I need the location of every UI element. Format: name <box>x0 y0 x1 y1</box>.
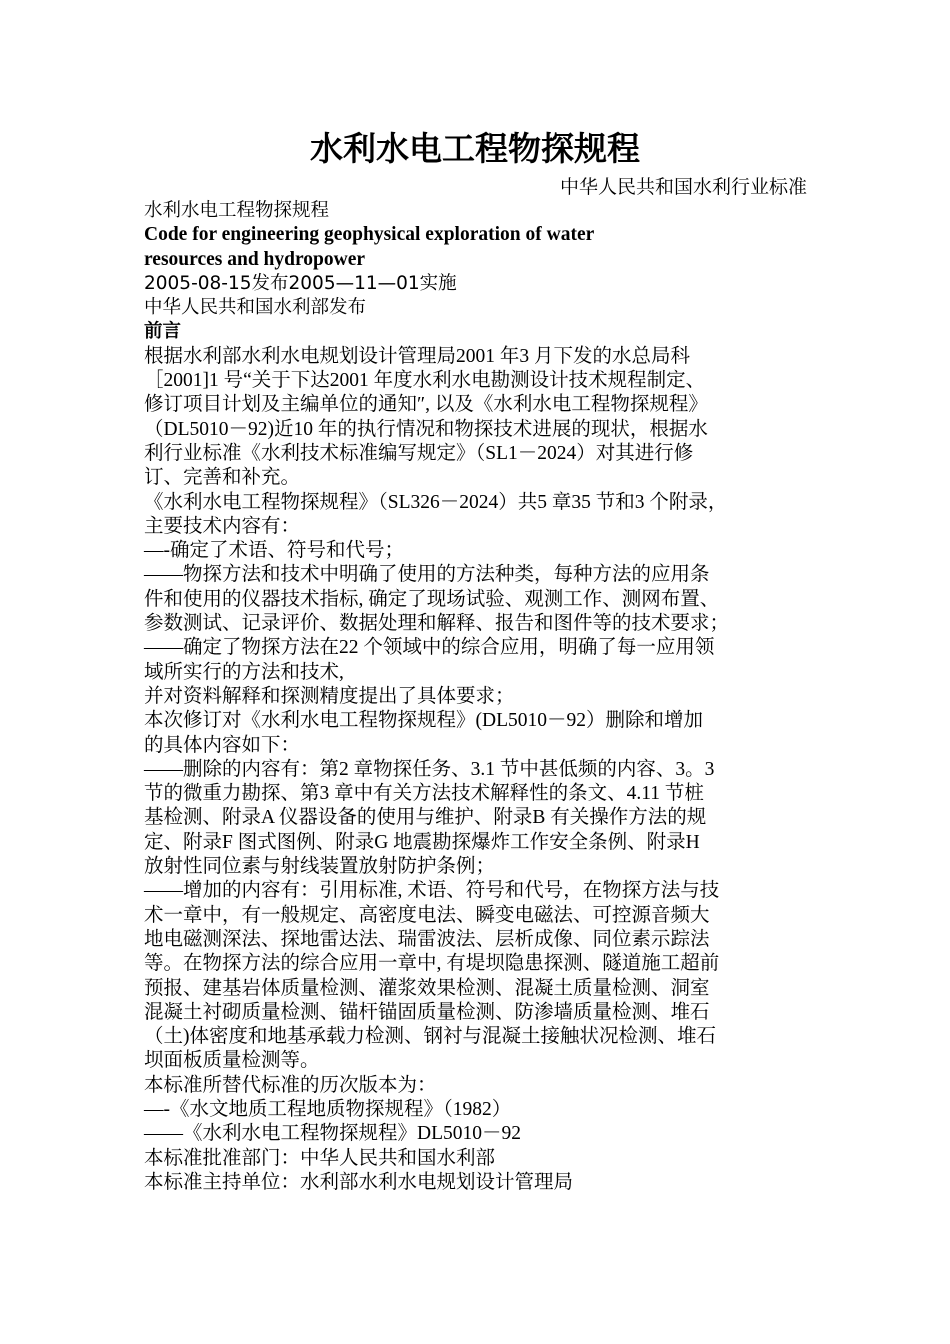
text-line: 根据水利部水利水电规划设计管理局2001 年3 月下发的水总局科 <box>144 345 691 367</box>
text-line: 中华人民共和国水利部发布 <box>144 297 367 319</box>
text-line: 域所实行的方法和技术, <box>144 661 344 683</box>
document-title: 水利水电工程物探规程 <box>310 129 640 168</box>
text-line: ——删除的内容有：第2 章物探任务、3.1 节中甚低频的内容、3。3 <box>144 758 715 780</box>
document-subtitle: 中华人民共和国水利行业标准 <box>559 176 807 198</box>
text-line: resources and hydropower <box>144 248 366 270</box>
text-line: 利行业标准《水利技术标准编写规定》（SL1－2024）对其进行修 <box>144 442 694 464</box>
text-line: 修订项目计划及主编单位的通知″, 以及《水利水电工程物探规程》 <box>144 394 708 416</box>
text-line: ［2001]1 号“关于下达2001 年度水利水电勘测设计技术规程制定、 <box>144 370 706 392</box>
text-line: ——确定了物探方法在22 个领域中的综合应用，明确了每一应用领 <box>144 637 715 659</box>
text-line: 定、附录F 图式图例、附录G 地震勘探爆炸工作安全条例、附录H <box>144 831 700 853</box>
text-line: 本次修订对《水利水电工程物探规程》(DL5010－92）删除和增加 <box>144 710 703 732</box>
text-line: 放射性同位素与射线装置放射防护条例； <box>144 856 496 878</box>
text-line: 坝面板质量检测等。 <box>144 1050 320 1072</box>
text-line: 基检测、附录A 仪器设备的使用与维护、附录B 有关操作方法的规 <box>144 807 707 829</box>
text-line: 地电磁测深法、探地雷达法、瑞雷波法、层析成像、同位素示踪法 <box>144 928 710 950</box>
text-line: 预报、建基岩体质量检测、灌浆效果检测、混凝土质量检测、洞室 <box>144 977 710 999</box>
text-line: ——增加的内容有：引用标准, 术语、符号和代号，在物探方法与技 <box>144 880 720 902</box>
text-line: 等。在物探方法的综合应用一章中, 有堤坝隐患探测、隧道施工超前 <box>144 953 720 975</box>
text-line: 本标准所替代标准的历次版本为： <box>144 1074 437 1096</box>
text-line: 术一章中，有一般规定、高密度电法、瞬变电磁法、可控源音频大 <box>144 904 710 926</box>
text-line: 《水利水电工程物探规程》（SL326－2024）共5 章35 节和3 个附录， <box>144 491 728 513</box>
text-line: （DL5010－92)近10 年的执行情况和物探技术进展的现状，根据水 <box>144 418 708 440</box>
section-heading: 前言 <box>144 321 182 343</box>
text-line: 混凝土衬砌质量检测、锚杆锚固质量检测、防渗墙质量检测、堆石 <box>144 1001 710 1023</box>
text-line: Code for engineering geophysical exploration of water <box>144 224 595 246</box>
text-line: 本标准批准部门：中华人民共和国水利部 <box>144 1147 496 1169</box>
text-line: 2005-08-15发布2005—11—01实施 <box>144 272 457 294</box>
text-line: ——《水利水电工程物探规程》DL5010－92 <box>144 1123 521 1145</box>
text-line: 参数测试、记录评价、数据处理和解释、报告和图件等的技术要求； <box>144 613 730 635</box>
text-line: —-《水文地质工程地质物探规程》（1982） <box>144 1098 512 1120</box>
text-line: 订、完善和补充。 <box>144 467 301 489</box>
text-line: 件和使用的仪器技术指标, 确定了现场试验、观测工作、测网布置、 <box>144 588 720 610</box>
text-line: —-确定了术语、符号和代号； <box>144 540 404 562</box>
text-line: （土)体密度和地基承载力检测、钢衬与混凝土接触状况检测、堆石 <box>144 1026 716 1048</box>
text-line: 并对资料解释和探测精度提出了具体要求； <box>144 685 515 707</box>
text-line: 水利水电工程物探规程 <box>144 200 330 221</box>
text-line: ——物探方法和技术中明确了使用的方法种类，每种方法的应用条 <box>144 564 710 586</box>
text-line: 本标准主持单位：水利部水利水电规划设计管理局 <box>144 1171 574 1193</box>
document-body <box>144 199 814 1195</box>
text-line: 主要技术内容有： <box>144 515 301 537</box>
text-line: 节的微重力勘探、第3 章中有关方法技术解释性的条文、4.11 节桩 <box>144 783 704 805</box>
text-line: 的具体内容如下： <box>144 734 301 756</box>
